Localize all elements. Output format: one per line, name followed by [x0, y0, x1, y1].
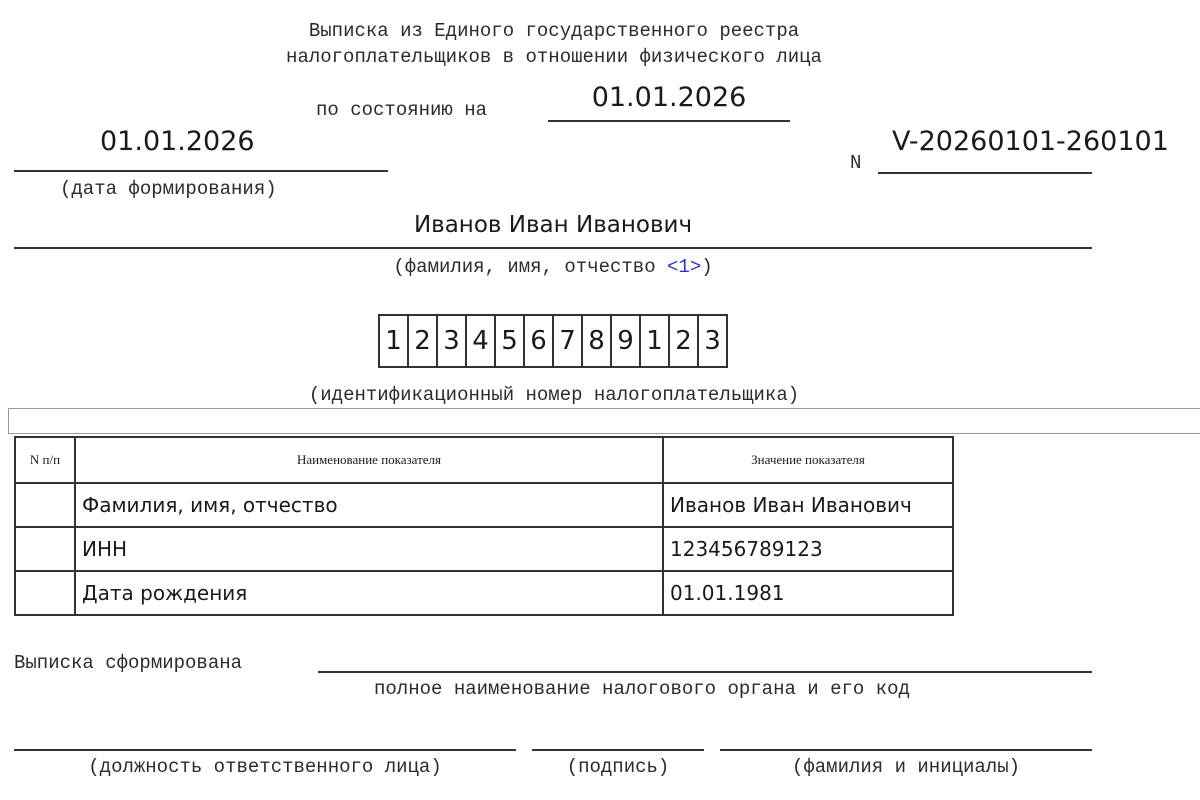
formation-date-caption: (дата формирования) [60, 178, 277, 200]
inn-digit: 5 [494, 314, 525, 368]
row-number [15, 527, 75, 571]
inn-digit: 1 [378, 314, 409, 368]
signature-underline [532, 749, 704, 751]
row-name: ИНН [75, 527, 663, 571]
number-label: N [850, 152, 862, 174]
formation-date: 01.01.2026 [100, 126, 255, 157]
inn-digit: 7 [552, 314, 583, 368]
header-indicator-value: Значение показателя [663, 437, 953, 483]
row-value: 123456789123 [663, 527, 953, 571]
row-number [15, 571, 75, 615]
as-of-date: 01.01.2026 [591, 82, 747, 113]
inn-digit: 9 [610, 314, 641, 368]
as-of-date-underline [548, 120, 790, 122]
formed-by-label: Выписка сформирована [14, 652, 243, 674]
position-caption: (должность ответственного лица) [88, 756, 442, 778]
document-title-line1: Выписка из Единого государственного реестра [308, 20, 800, 42]
table-row [15, 571, 953, 615]
person-name-caption: (фамилия, имя, отчество <1>) [393, 256, 713, 278]
row-name: Фамилия, имя, отчество [75, 483, 663, 527]
inn-digit: 4 [465, 314, 496, 368]
formed-by-caption: полное наименование налогового органа и его код [374, 678, 910, 700]
footnote-ref-1[interactable]: <1> [667, 256, 702, 278]
indicators-table [14, 436, 954, 616]
person-full-name: Иванов Иван Иванович [413, 212, 693, 238]
row-number [15, 483, 75, 527]
table-header-row [15, 437, 953, 483]
table-row [15, 483, 953, 527]
extract-number: V-20260101-260101 [892, 126, 1169, 157]
inn-digit-boxes [378, 314, 728, 370]
row-value: 01.01.1981 [663, 571, 953, 615]
inn-digit: 6 [523, 314, 554, 368]
inn-digit: 2 [668, 314, 699, 368]
formation-date-underline [14, 170, 388, 172]
inn-digit: 1 [639, 314, 670, 368]
initials-underline [720, 749, 1092, 751]
formed-by-underline [318, 671, 1092, 673]
position-underline [14, 749, 516, 751]
extract-number-underline [878, 172, 1092, 174]
table-row [15, 527, 953, 571]
row-name: Дата рождения [75, 571, 663, 615]
signature-caption: (подпись) [566, 756, 670, 778]
inn-digit: 8 [581, 314, 612, 368]
inn-caption: (идентификационный номер налогоплательщика) [308, 384, 800, 406]
document-title-line2: налогоплательщиков в отношении физического лица [286, 46, 822, 68]
header-number: N п/п [15, 437, 75, 483]
inn-digit: 3 [697, 314, 728, 368]
initials-caption: (фамилия и инициалы) [791, 756, 1021, 778]
person-name-underline [14, 247, 1092, 249]
section-separator [8, 408, 1200, 434]
header-indicator-name: Наименование показателя [75, 437, 663, 483]
row-value: Иванов Иван Иванович [663, 483, 953, 527]
inn-digit: 2 [407, 314, 438, 368]
inn-digit: 3 [436, 314, 467, 368]
as-of-label: по состоянию на [316, 99, 488, 121]
